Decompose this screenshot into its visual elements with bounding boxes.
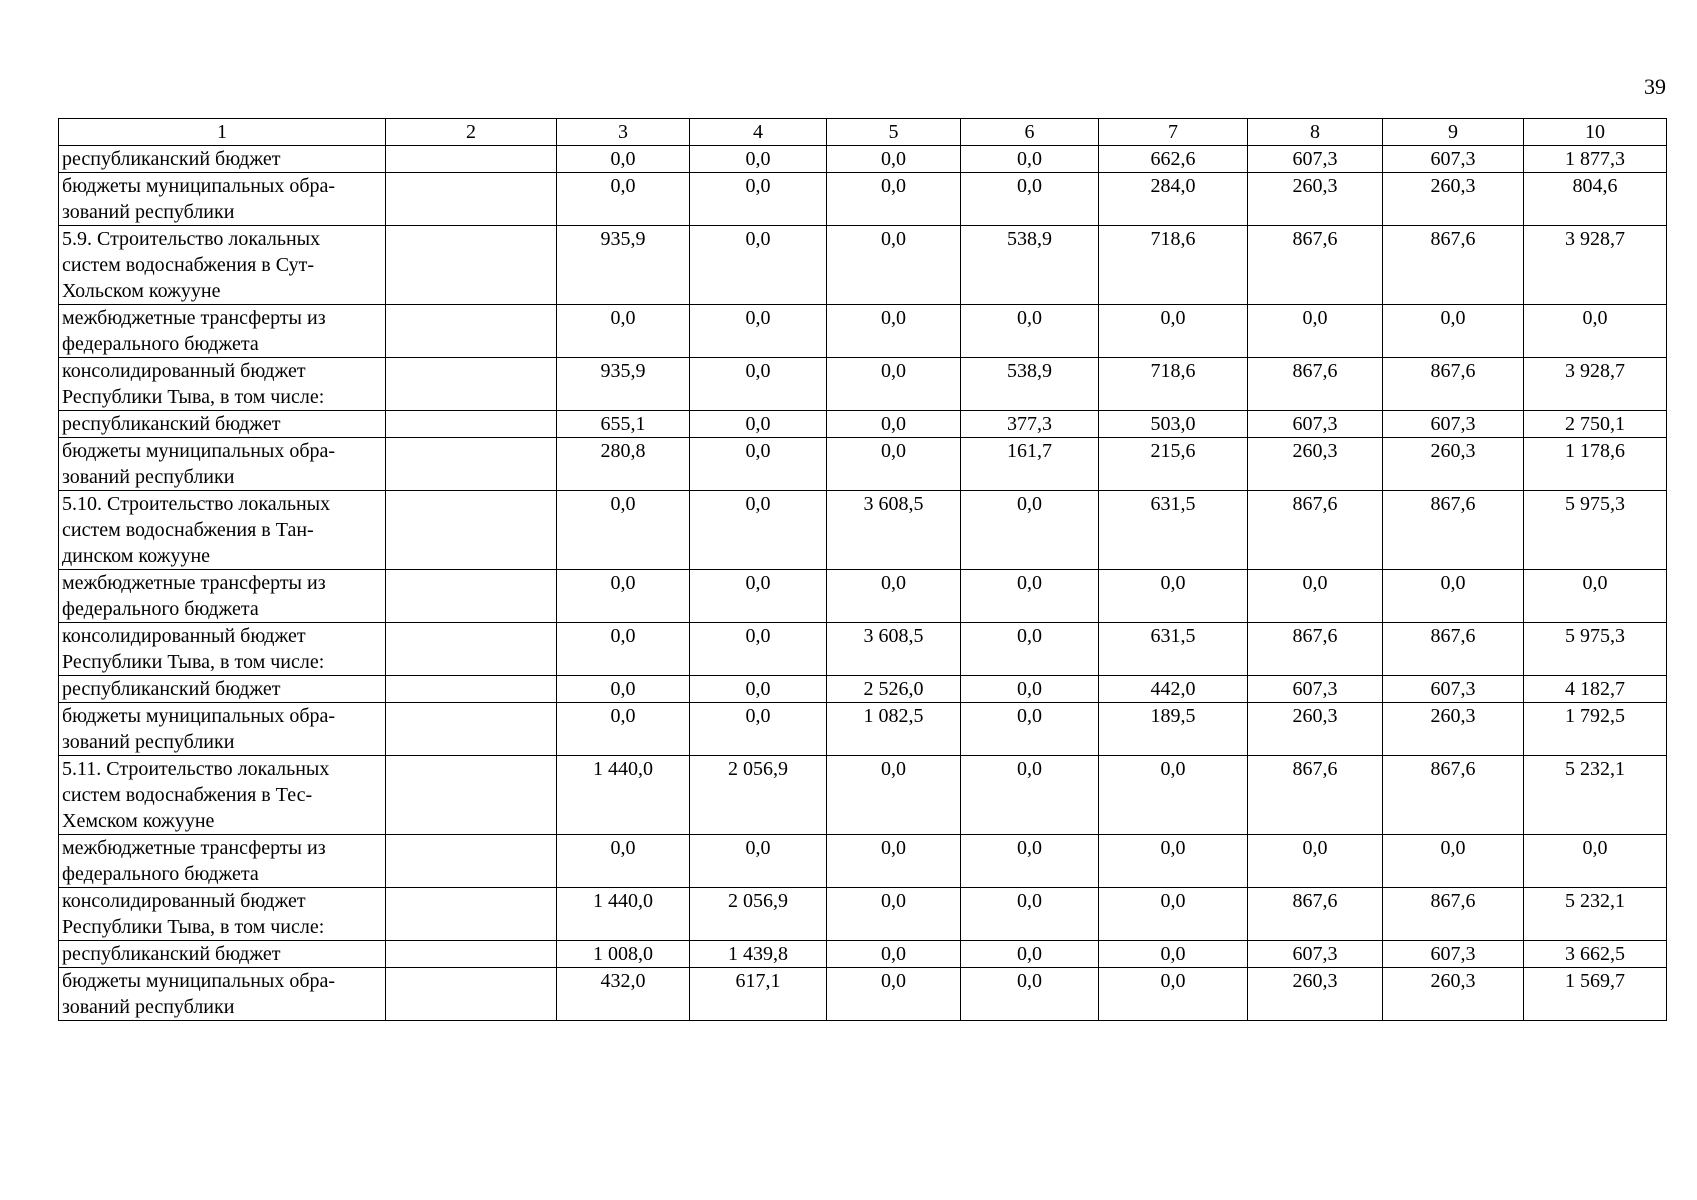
cell-value: 2 526,0 <box>827 676 961 703</box>
cell-value: 1 440,0 <box>557 888 690 941</box>
cell-value: 867,6 <box>1248 756 1383 835</box>
cell-value: 0,0 <box>1099 570 1248 623</box>
cell-value: 0,0 <box>961 703 1099 756</box>
column-header: 4 <box>690 119 827 146</box>
cell-value: 0,0 <box>1383 835 1524 888</box>
row-column-2 <box>386 305 557 358</box>
row-column-2 <box>386 226 557 305</box>
cell-value: 0,0 <box>827 941 961 968</box>
cell-value: 4 182,7 <box>1524 676 1667 703</box>
row-label: республиканский бюджет <box>59 941 386 968</box>
table-row <box>59 676 1667 703</box>
cell-value: 260,3 <box>1383 438 1524 491</box>
cell-value: 718,6 <box>1099 226 1248 305</box>
row-column-2 <box>386 146 557 173</box>
cell-value: 0,0 <box>961 888 1099 941</box>
table-row <box>59 226 1667 305</box>
row-label: республиканский бюджет <box>59 411 386 438</box>
row-label: 5.11. Строительство локальных систем водоснабжения в Тес- Хемском кожууне <box>59 756 386 835</box>
cell-value: 0,0 <box>1524 570 1667 623</box>
cell-value: 0,0 <box>557 146 690 173</box>
table-row <box>59 358 1667 411</box>
cell-value: 0,0 <box>557 703 690 756</box>
cell-value: 0,0 <box>827 968 961 1021</box>
cell-value: 189,5 <box>1099 703 1248 756</box>
cell-value: 0,0 <box>1099 968 1248 1021</box>
row-column-2 <box>386 358 557 411</box>
cell-value: 867,6 <box>1383 491 1524 570</box>
cell-value: 935,9 <box>557 358 690 411</box>
cell-value: 804,6 <box>1524 173 1667 226</box>
row-column-2 <box>386 888 557 941</box>
cell-value: 161,7 <box>961 438 1099 491</box>
cell-value: 0,0 <box>1383 570 1524 623</box>
cell-value: 1 008,0 <box>557 941 690 968</box>
cell-value: 867,6 <box>1248 888 1383 941</box>
cell-value: 0,0 <box>557 491 690 570</box>
cell-value: 0,0 <box>1524 835 1667 888</box>
cell-value: 3 608,5 <box>827 491 961 570</box>
cell-value: 0,0 <box>1248 835 1383 888</box>
column-header: 3 <box>557 119 690 146</box>
cell-value: 0,0 <box>961 835 1099 888</box>
row-column-2 <box>386 676 557 703</box>
row-label: бюджеты муниципальных обра- зований республики <box>59 703 386 756</box>
row-column-2 <box>386 623 557 676</box>
row-column-2 <box>386 438 557 491</box>
cell-value: 935,9 <box>557 226 690 305</box>
cell-value: 0,0 <box>690 703 827 756</box>
budget-table <box>58 118 1667 1021</box>
cell-value: 260,3 <box>1248 968 1383 1021</box>
cell-value: 617,1 <box>690 968 827 1021</box>
cell-value: 0,0 <box>827 835 961 888</box>
cell-value: 0,0 <box>690 173 827 226</box>
cell-value: 662,6 <box>1099 146 1248 173</box>
table-header-row <box>59 119 1667 146</box>
table-body <box>59 146 1667 1021</box>
cell-value: 260,3 <box>1383 173 1524 226</box>
cell-value: 867,6 <box>1383 226 1524 305</box>
cell-value: 3 928,7 <box>1524 226 1667 305</box>
row-label: бюджеты муниципальных обра- зований республики <box>59 438 386 491</box>
cell-value: 2 750,1 <box>1524 411 1667 438</box>
cell-value: 0,0 <box>961 146 1099 173</box>
cell-value: 867,6 <box>1383 888 1524 941</box>
cell-value: 0,0 <box>557 570 690 623</box>
column-header: 1 <box>59 119 386 146</box>
row-label: межбюджетные трансферты из федерального бюджета <box>59 305 386 358</box>
row-label: республиканский бюджет <box>59 676 386 703</box>
cell-value: 2 056,9 <box>690 888 827 941</box>
cell-value: 0,0 <box>690 146 827 173</box>
cell-value: 0,0 <box>961 968 1099 1021</box>
row-column-2 <box>386 941 557 968</box>
cell-value: 0,0 <box>827 305 961 358</box>
cell-value: 442,0 <box>1099 676 1248 703</box>
cell-value: 0,0 <box>961 756 1099 835</box>
table-row <box>59 703 1667 756</box>
cell-value: 607,3 <box>1383 941 1524 968</box>
row-label: бюджеты муниципальных обра- зований республики <box>59 968 386 1021</box>
cell-value: 260,3 <box>1383 968 1524 1021</box>
cell-value: 432,0 <box>557 968 690 1021</box>
row-column-2 <box>386 411 557 438</box>
cell-value: 0,0 <box>557 835 690 888</box>
cell-value: 5 232,1 <box>1524 756 1667 835</box>
column-header: 9 <box>1383 119 1524 146</box>
cell-value: 0,0 <box>961 173 1099 226</box>
cell-value: 0,0 <box>690 835 827 888</box>
cell-value: 280,8 <box>557 438 690 491</box>
row-column-2 <box>386 703 557 756</box>
column-header: 6 <box>961 119 1099 146</box>
table-row <box>59 570 1667 623</box>
cell-value: 718,6 <box>1099 358 1248 411</box>
cell-value: 0,0 <box>961 623 1099 676</box>
row-label: бюджеты муниципальных обра- зований республики <box>59 173 386 226</box>
table-row <box>59 146 1667 173</box>
cell-value: 377,3 <box>961 411 1099 438</box>
cell-value: 607,3 <box>1248 411 1383 438</box>
table-row <box>59 835 1667 888</box>
cell-value: 867,6 <box>1383 358 1524 411</box>
column-header: 10 <box>1524 119 1667 146</box>
cell-value: 0,0 <box>690 491 827 570</box>
cell-value: 0,0 <box>1099 756 1248 835</box>
cell-value: 0,0 <box>961 941 1099 968</box>
cell-value: 655,1 <box>557 411 690 438</box>
cell-value: 631,5 <box>1099 623 1248 676</box>
cell-value: 0,0 <box>690 305 827 358</box>
table-row <box>59 411 1667 438</box>
cell-value: 0,0 <box>1248 305 1383 358</box>
row-label: консолидированный бюджет Республики Тыва, в том числе: <box>59 623 386 676</box>
column-header: 7 <box>1099 119 1248 146</box>
cell-value: 260,3 <box>1248 438 1383 491</box>
cell-value: 0,0 <box>1099 888 1248 941</box>
cell-value: 0,0 <box>961 570 1099 623</box>
cell-value: 0,0 <box>557 305 690 358</box>
cell-value: 607,3 <box>1248 146 1383 173</box>
cell-value: 1 178,6 <box>1524 438 1667 491</box>
cell-value: 5 975,3 <box>1524 623 1667 676</box>
cell-value: 0,0 <box>827 146 961 173</box>
cell-value: 503,0 <box>1099 411 1248 438</box>
row-column-2 <box>386 173 557 226</box>
cell-value: 0,0 <box>827 411 961 438</box>
cell-value: 0,0 <box>1383 305 1524 358</box>
cell-value: 0,0 <box>690 358 827 411</box>
cell-value: 0,0 <box>1248 570 1383 623</box>
row-column-2 <box>386 968 557 1021</box>
cell-value: 1 877,3 <box>1524 146 1667 173</box>
cell-value: 0,0 <box>961 305 1099 358</box>
cell-value: 0,0 <box>827 358 961 411</box>
cell-value: 1 792,5 <box>1524 703 1667 756</box>
cell-value: 867,6 <box>1248 226 1383 305</box>
row-label: республиканский бюджет <box>59 146 386 173</box>
cell-value: 607,3 <box>1383 676 1524 703</box>
cell-value: 0,0 <box>690 226 827 305</box>
cell-value: 1 440,0 <box>557 756 690 835</box>
cell-value: 0,0 <box>557 676 690 703</box>
cell-value: 0,0 <box>690 411 827 438</box>
cell-value: 867,6 <box>1248 358 1383 411</box>
cell-value: 867,6 <box>1383 623 1524 676</box>
cell-value: 260,3 <box>1248 173 1383 226</box>
cell-value: 0,0 <box>961 676 1099 703</box>
row-column-2 <box>386 491 557 570</box>
cell-value: 0,0 <box>827 756 961 835</box>
row-label: межбюджетные трансферты из федерального бюджета <box>59 835 386 888</box>
cell-value: 0,0 <box>690 438 827 491</box>
cell-value: 0,0 <box>961 491 1099 570</box>
cell-value: 607,3 <box>1248 941 1383 968</box>
cell-value: 0,0 <box>827 226 961 305</box>
cell-value: 0,0 <box>827 438 961 491</box>
cell-value: 607,3 <box>1383 146 1524 173</box>
cell-value: 607,3 <box>1248 676 1383 703</box>
cell-value: 260,3 <box>1383 703 1524 756</box>
cell-value: 1 082,5 <box>827 703 961 756</box>
cell-value: 0,0 <box>1099 941 1248 968</box>
column-header: 5 <box>827 119 961 146</box>
cell-value: 0,0 <box>557 173 690 226</box>
row-column-2 <box>386 570 557 623</box>
row-label: консолидированный бюджет Республики Тыва, в том числе: <box>59 358 386 411</box>
table-row <box>59 305 1667 358</box>
table-row <box>59 438 1667 491</box>
cell-value: 538,9 <box>961 358 1099 411</box>
row-column-2 <box>386 835 557 888</box>
table-row <box>59 941 1667 968</box>
cell-value: 0,0 <box>690 623 827 676</box>
cell-value: 260,3 <box>1248 703 1383 756</box>
cell-value: 0,0 <box>827 888 961 941</box>
cell-value: 867,6 <box>1248 491 1383 570</box>
cell-value: 2 056,9 <box>690 756 827 835</box>
cell-value: 0,0 <box>690 676 827 703</box>
cell-value: 538,9 <box>961 226 1099 305</box>
cell-value: 0,0 <box>557 623 690 676</box>
cell-value: 0,0 <box>827 173 961 226</box>
cell-value: 0,0 <box>1099 305 1248 358</box>
cell-value: 3 662,5 <box>1524 941 1667 968</box>
cell-value: 3 608,5 <box>827 623 961 676</box>
cell-value: 284,0 <box>1099 173 1248 226</box>
column-header: 2 <box>386 119 557 146</box>
table-row <box>59 491 1667 570</box>
row-label: межбюджетные трансферты из федерального бюджета <box>59 570 386 623</box>
cell-value: 867,6 <box>1383 756 1524 835</box>
table-row <box>59 623 1667 676</box>
cell-value: 3 928,7 <box>1524 358 1667 411</box>
table-row <box>59 756 1667 835</box>
cell-value: 5 232,1 <box>1524 888 1667 941</box>
cell-value: 1 439,8 <box>690 941 827 968</box>
row-label: 5.9. Строительство локальных систем водоснабжения в Сут- Хольском кожууне <box>59 226 386 305</box>
cell-value: 867,6 <box>1248 623 1383 676</box>
table-row <box>59 888 1667 941</box>
cell-value: 5 975,3 <box>1524 491 1667 570</box>
column-header: 8 <box>1248 119 1383 146</box>
table-row <box>59 968 1667 1021</box>
cell-value: 607,3 <box>1383 411 1524 438</box>
cell-value: 0,0 <box>1524 305 1667 358</box>
cell-value: 0,0 <box>827 570 961 623</box>
cell-value: 1 569,7 <box>1524 968 1667 1021</box>
cell-value: 0,0 <box>1099 835 1248 888</box>
cell-value: 0,0 <box>690 570 827 623</box>
table-row <box>59 173 1667 226</box>
row-label: консолидированный бюджет Республики Тыва, в том числе: <box>59 888 386 941</box>
page-number: 39 <box>1644 74 1666 99</box>
row-column-2 <box>386 756 557 835</box>
cell-value: 215,6 <box>1099 438 1248 491</box>
row-label: 5.10. Строительство локальных систем водоснабжения в Тан- динском кожууне <box>59 491 386 570</box>
cell-value: 631,5 <box>1099 491 1248 570</box>
